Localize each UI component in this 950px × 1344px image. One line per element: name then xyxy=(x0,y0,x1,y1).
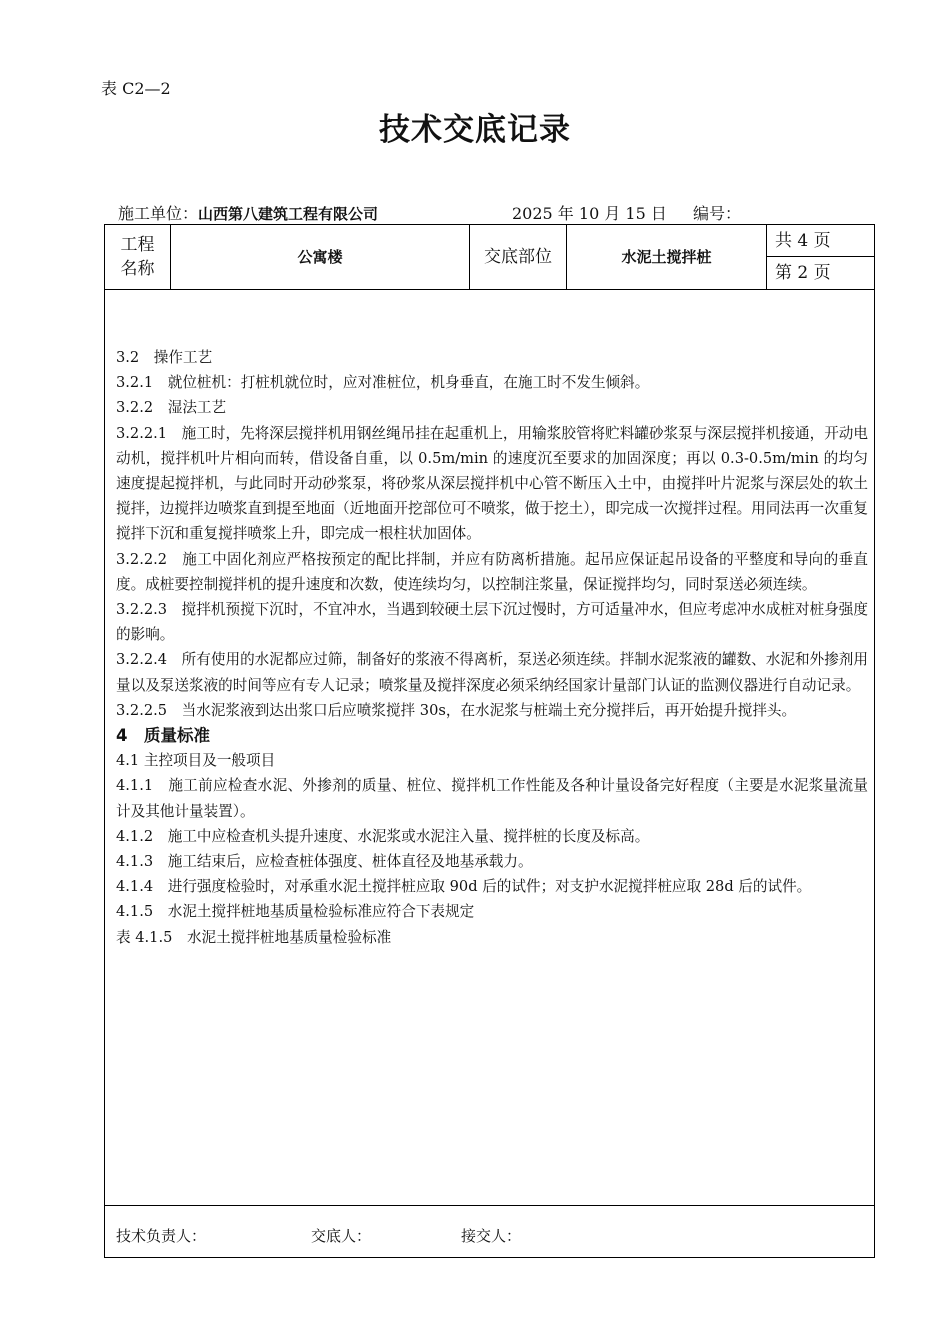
project-name-label xyxy=(105,225,170,289)
document-title: 技术交底记录 xyxy=(379,112,571,148)
receiver-label: 接交人： xyxy=(461,1227,522,1245)
total-pages: 共 4 页 xyxy=(775,230,831,251)
project-name-value: 公寓楼 xyxy=(297,248,343,266)
content-paragraph: 3.2.1 就位桩机：打桩机就位时，应对准桩位，机身垂直，在施工时不发生倾斜。 xyxy=(116,374,650,392)
content-paragraph: 3.2.2.5 当水泥浆液到达出浆口后应喷浆搅拌 30s，在水泥浆与桩端土充分搅拌后，再开始提升搅拌头。 xyxy=(116,701,797,719)
project-name-label-line1: 工程 xyxy=(120,235,155,255)
page-number: 第 2 页 xyxy=(775,263,831,283)
content-paragraph: 4.1.1 施工前应检查水泥、外掺剂的质量、桩位、搅拌机工作性能及各种计量设备完好程度（主要是水泥浆量流量计及其他计量装置）。 xyxy=(116,777,868,820)
tech-lead-label: 技术负责人： xyxy=(116,1227,207,1245)
content-paragraph: 表 4.1.5 水泥土搅拌桩地基质量检验标准 xyxy=(116,928,392,946)
content-paragraph: 3.2 操作工艺 xyxy=(116,349,213,366)
content-paragraph: 3.2.2.3 搅拌机预搅下沉时，不宜冲水，当遇到较硬土层下沉过慢时，方可适量冲水，但应考虑冲水成桩对桩身强度的影响。 xyxy=(116,601,868,644)
project-name-label-line2: 名称 xyxy=(120,259,155,279)
content-paragraph: 4.1.2 施工中应检查机头提升速度、水泥浆或水泥注入量、搅拌桩的长度及标高。 xyxy=(116,827,650,845)
content-paragraph: 3.2.2.1 施工时，先将深层搅拌机用钢丝绳吊挂在起重机上，用输浆胶管将贮料罐砂浆泵与深层搅拌机接通，开动电动机，搅拌机叶片相向而转，借设备自重，以 0.5m/min 的速度沉至要求的加固深度；再以 0.3-0.5m/min 的均匀速度提起搅拌机，与此同时开动砂浆泵，将砂浆从深层搅拌机中心管不断压入土中，由搅拌叶片泥浆与深层处的软土搅拌，边搅拌边喷浆直到提至地面（近地面开挖部位可不喷浆，做于挖土），即完成一次搅拌过程。用同法再一次重复搅拌下沉和重复搅拌喷浆上升，即完成一根柱状加固体。 xyxy=(116,424,868,543)
content-paragraph: 4.1 主控项目及一般项目 xyxy=(116,752,276,770)
content-paragraph: 4.1.4 进行强度检验时，对承重水泥土搅拌桩应取 90d 后的试件；对支护水泥搅拌桩应取 28d 后的试件。 xyxy=(116,878,812,896)
presenter-label: 交底人： xyxy=(311,1227,372,1245)
section-heading: 4 质量标准 xyxy=(116,726,210,746)
content-paragraph: 3.2.2.4 所有使用的水泥都应过筛，制备好的浆液不得离析，泵送必须连续。拌制水泥浆液的罐数、水泥和外掺剂用量以及泵送浆液的时间等应有专人记录；喷浆量及搅拌深度必须采纳经国家计量部门认证的监测仪器进行自动记录。 xyxy=(116,651,868,694)
content-paragraph: 3.2.2.2 施工中固化剂应严格按预定的配比拌制，并应有防离析措施。起吊应保证起吊设备的平整度和导向的垂直度。成桩要控制搅拌机的提升速度和次数，使连续均匀，以控制注浆量，保证搅拌均匀，同时泵送必须连续。 xyxy=(116,550,868,593)
content-paragraph: 4.1.5 水泥土搅拌桩地基质量检验标准应符合下表规定 xyxy=(116,903,475,921)
construction-unit-value: 山西第八建筑工程有限公司 xyxy=(198,205,379,223)
disclosure-part-value: 水泥土搅拌桩 xyxy=(621,248,712,266)
construction-unit-label: 施工单位： xyxy=(118,204,199,223)
header-bottom-line xyxy=(104,289,875,290)
disclosure-content xyxy=(116,345,868,950)
form-code: 表 C2—2 xyxy=(101,79,171,98)
record-date: 2025 年 10 月 15 日 xyxy=(512,204,667,223)
disclosure-part-label: 交底部位 xyxy=(484,247,552,267)
construction-unit xyxy=(118,201,378,224)
content-paragraph: 3.2.2 湿法工艺 xyxy=(116,399,227,417)
footer-top-line xyxy=(104,1205,875,1206)
content-paragraph: 4.1.3 施工结束后，应检查桩体强度、桩体直径及地基承载力。 xyxy=(116,853,533,871)
record-number-label: 编号： xyxy=(693,204,742,223)
